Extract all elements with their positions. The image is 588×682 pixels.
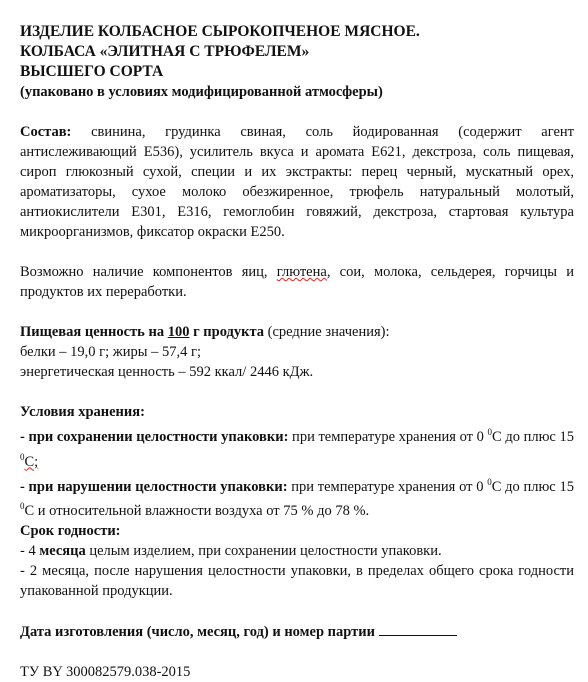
nutrition-heading [20, 322, 574, 342]
production-date-label: Дата изготовления (число, месяц, год) и номер партии [20, 624, 375, 641]
technical-standard: ТУ BY 300082579.038-2015 [20, 664, 191, 681]
nutrition-label-c: г продукта [189, 324, 265, 340]
production-date-line [20, 621, 574, 642]
production-date-blank [379, 621, 457, 636]
shelf-life-item-2: - 2 месяца, после нарушения целостности упаковки, в пределах общего срока годности упакованной продукции. [20, 563, 574, 600]
nutrition-proteins-fats: белки – 19,0 г; жиры – 57,4 г; [20, 344, 202, 360]
shelf-life-item-1-b: месяца [39, 543, 86, 560]
shelf-life-item-1 [20, 541, 574, 561]
allergens-text-2: , сои, молока, сельдерея, горчицы и продуктов их переработки. [20, 264, 574, 300]
nutrition-note: (средние значения): [264, 324, 390, 340]
degree-sign: 0 [20, 451, 25, 462]
storage-intact [20, 422, 574, 472]
allergens-gluten: глютена [276, 264, 327, 280]
degree-sign: 0 [487, 427, 493, 437]
degree-sign: 0 [487, 476, 492, 487]
storage-broken-text-c: С и относительной влажности воздуха от 75 % до 78 %. [24, 503, 370, 520]
storage-label: Условия хранения: [20, 404, 145, 420]
packaging-note: (упаковано в условиях модифицированной атмосферы) [20, 84, 383, 100]
composition-label: Состав: [20, 124, 72, 140]
label-document [20, 22, 574, 682]
storage-intact-text-b: С до плюс 15 [492, 428, 574, 445]
shelf-life-label: Срок годности: [20, 523, 121, 540]
shelf-life-item-1-a: - 4 [20, 543, 40, 560]
nutrition-energy: энергетическая ценность – 592 ккал/ 2446 кДж. [20, 364, 314, 380]
storage-broken [20, 472, 574, 522]
shelf-life-item-1-c: целым изделием, при сохранении целостности упаковки. [85, 543, 442, 560]
composition-paragraph [20, 122, 574, 242]
degree-sign: 0 [20, 501, 25, 512]
allergens-text-1: Возможно наличие компонентов яиц, [20, 264, 277, 280]
storage-broken-text-b: С до плюс 15 [491, 478, 574, 495]
nutrition-label-b: 100 [167, 324, 190, 340]
product-title-line-2: КОЛБАСА «ЭЛИТНАЯ С ТРЮФЕЛЕМ» [20, 43, 310, 60]
composition-text: свинина, грудинка свиная, соль йодированная (содержит агент антислеживающий Е536), усилитель вкуса и аромата Е621, декстроза, соль пищевая, сироп глюкозный сухой, специи и их экстракты: перец черный, мускатный орех, ароматизаторы, сухое молоко обезжиренное, трюфель натуральный молотый, антиокислители Е301, Е316, гемоглобин говяжий, декстроза, стартовая культура микроорганизмов, фиксатор окраски Е250. [20, 124, 574, 240]
product-grade: ВЫСШЕГО СОРТА [20, 63, 164, 80]
storage-intact-text-c: С; [24, 453, 39, 470]
product-title-line-1: ИЗДЕЛИЕ КОЛБАСНОЕ СЫРОКОПЧЕНОЕ МЯСНОЕ. [20, 23, 420, 40]
storage-intact-text-a: при температуре хранения от 0 [288, 428, 488, 445]
nutrition-label-a: Пищевая ценность на [20, 324, 168, 340]
allergens-paragraph [20, 262, 574, 302]
storage-intact-label: - при сохранении целостности упаковки: [20, 428, 289, 445]
storage-broken-text-a: при температуре хранения от 0 [287, 478, 488, 495]
storage-broken-label: - при нарушении целостности упаковки: [20, 478, 288, 495]
